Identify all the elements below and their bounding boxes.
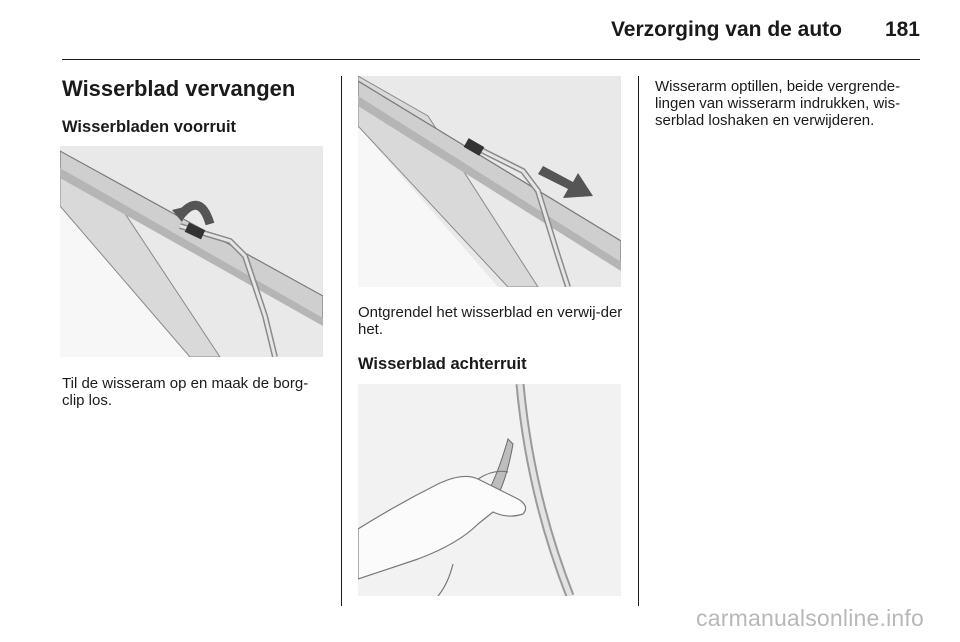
figure-unhook-wiper-blade: [358, 76, 621, 287]
column-divider-2: [638, 76, 639, 606]
section-title: Wisserblad vervangen: [62, 76, 296, 101]
front-wiper-heading: Wisserbladen voorruit: [62, 118, 237, 136]
step-2-text: Ontgrendel het wisserblad en verwij-der het.: [358, 304, 623, 338]
running-header-title: Verzorging van de auto: [610, 18, 842, 41]
step-1-text: Til de wisseram op en maak de borg-clip los.: [62, 375, 309, 409]
figure-rear-wiper: [358, 384, 621, 596]
rear-wiper-heading: Wisserblad achterruit: [358, 355, 527, 373]
page-number: 181: [884, 18, 920, 41]
watermark: carmanualsonline.info: [696, 605, 924, 631]
column-divider-1: [341, 76, 342, 606]
step-3-text: Wisserarm optillen, beide vergrende-lingen van wisserarm indrukken, wis-serblad loshaken en verwijderen.: [655, 78, 901, 129]
header-rule: [62, 59, 920, 60]
figure-lift-wiper-arm: [60, 146, 323, 357]
